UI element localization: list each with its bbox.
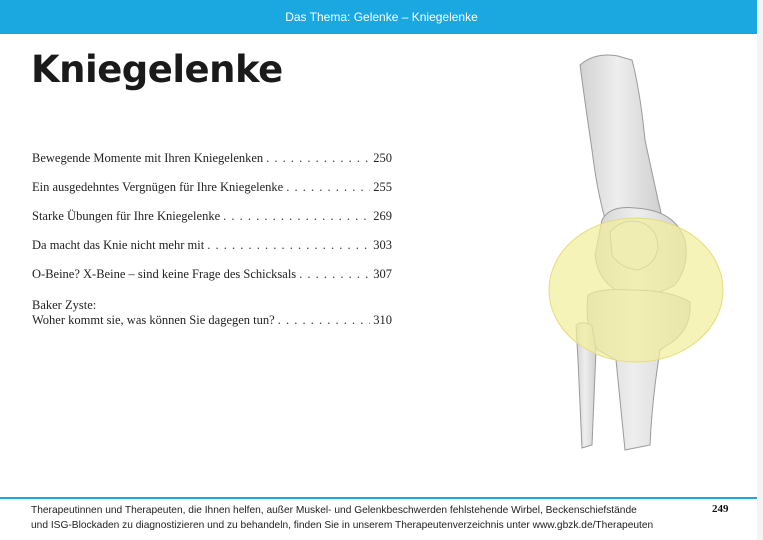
- toc-entry-page: 307: [373, 267, 392, 281]
- footer-divider: [0, 497, 763, 499]
- footer-line-1: Therapeutinnen und Therapeuten, die Ihnen helfen, außer Muskel- und Gelenkbeschwerden fehlstehende Wirbel, Beckenschiefstände: [31, 505, 637, 516]
- toc-entry-page: 269: [373, 209, 392, 223]
- toc-entry-label: Ein ausgedehntes Vergnügen für Ihre Kniegelenke: [32, 180, 284, 194]
- top-header-bar: [0, 0, 763, 34]
- toc-entry-page: 310: [373, 313, 392, 327]
- toc-entry[interactable]: [32, 151, 392, 180]
- toc-entry-label: O-Beine? X-Beine – sind keine Frage des Schicksals: [32, 267, 297, 281]
- toc-entry-label-line1: Baker Zyste:: [32, 298, 97, 312]
- toc-entry-label: Bewegende Momente mit Ihren Kniegelenken: [32, 151, 264, 165]
- toc-entry-page: 250: [373, 151, 392, 165]
- toc-entry-label: Starke Übungen für Ihre Kniegelenke: [32, 209, 221, 223]
- toc-entry[interactable]: [32, 238, 392, 267]
- knee-joint-illustration: [540, 50, 740, 460]
- page-title: Kniegelenke: [31, 48, 283, 91]
- footer-note: [31, 503, 711, 533]
- toc-entry-page: 303: [373, 238, 392, 252]
- toc-entry-label-line2: Woher kommt sie, was können Sie dagegen tun?: [32, 313, 275, 327]
- toc-entry-multiline[interactable]: [32, 298, 392, 331]
- knee-joint-icon: [540, 50, 740, 460]
- page-number: 249: [712, 503, 729, 515]
- joint-highlight: [549, 218, 723, 362]
- toc-leader-dots: [207, 238, 370, 253]
- toc-leader-dots: [286, 180, 370, 195]
- toc-leader-dots: [299, 267, 370, 282]
- toc-entry[interactable]: [32, 180, 392, 209]
- toc-entry[interactable]: [32, 267, 392, 296]
- toc-entry-label: Da macht das Knie nicht mehr mit: [32, 238, 205, 252]
- toc-entry-page: 255: [373, 180, 392, 194]
- table-of-contents: [32, 151, 392, 331]
- toc-leader-dots: [266, 151, 370, 166]
- footer-line-2: und ISG-Blockaden zu diagnostizieren und zu behandeln, finden Sie in unserem Therapeutenverzeichnis unter www.gbzk.de/Therapeuten: [31, 520, 654, 531]
- page-edge: [757, 0, 763, 540]
- toc-leader-dots: [278, 313, 371, 328]
- toc-leader-dots: [223, 209, 370, 224]
- toc-entry[interactable]: [32, 209, 392, 238]
- section-title: Das Thema: Gelenke – Kniegelenke: [285, 10, 478, 24]
